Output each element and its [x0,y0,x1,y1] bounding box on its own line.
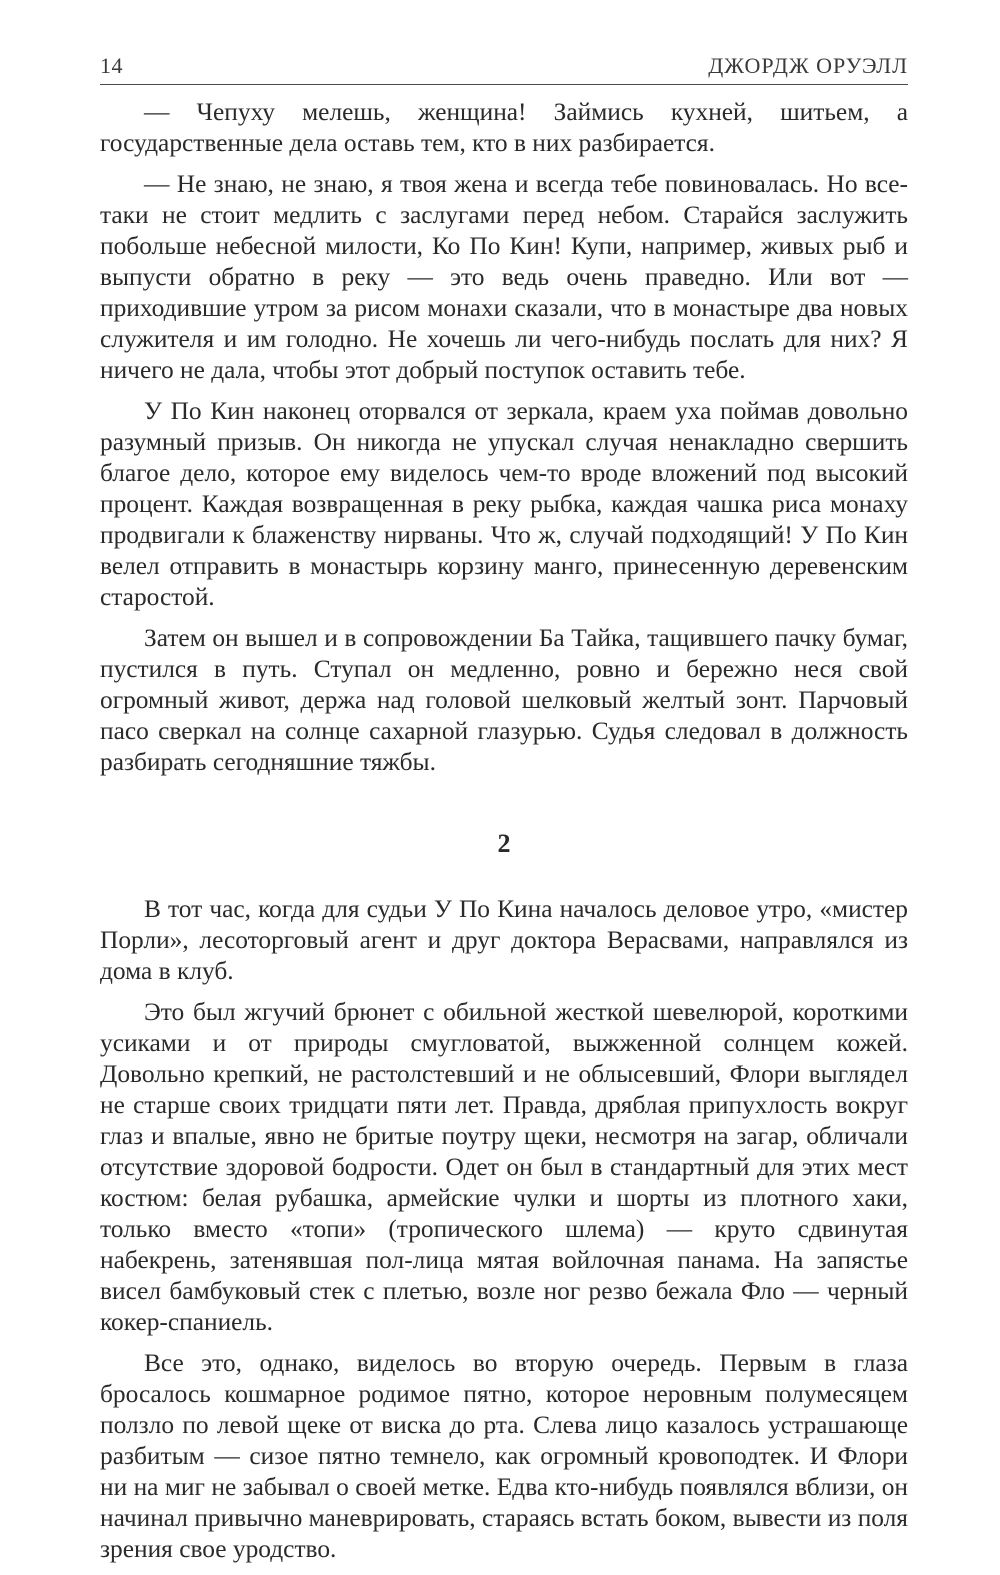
paragraph: Все это, однако, виделось во вторую очередь. Первым в глаза бросалось кошмарное родимое пятно, которое неровным полумесяцем ползло по левой щеке от виска до рта. Слева лицо казалось устрашающе разбитым — сизое пятно темнело, как огромный кровоподтек. И Флори ни на миг не забывал о своей метке. Едва кто-нибудь появлялся вблизи, он начинал привычно маневрировать, стараясь встать боком, вывести из поля зрения свое уродство. [100,1349,908,1563]
page-text [100,97,908,1565]
paragraph: В тот час, когда для судьи У По Кина началось деловое утро, «мистер Порли», лесоторговый агент и друг доктора Верасвами, направлялся из дома в клуб. [100,895,908,985]
paragraph: — Чепуху мелешь, женщина! Займись кухней, шитьем, а государственные дела оставь тем, кто в них разбирается. [100,98,908,157]
paragraph: Это был жгучий брюнет с обильной жесткой шевелюрой, короткими усиками и от природы смугловатой, выжженной солнцем кожей. Довольно крепкий, не растолстевший и не облысевший, Флори выглядел не старше своих тридцати пяти лет. Правда, дряблая припухлость вокруг глаз и впалые, явно не бритые поутру щеки, несмотря на загар, обличали отсутствие здоровой бодрости. Одет он был в стандартный для этих мест костюм: белая рубашка, армейские чулки и шорты из плотного хаки, только вместо «топи» (тропического шлема) — круто сдвинутая набекрень, затенявшая пол-лица мятая войлочная панама. На запястье висел бамбуковый стек с плетью, возле ног резво бежала Фло — черный кокер-спаниель. [100,998,908,1336]
paragraph: Затем он вышел и в сопровождении Ба Тайка, тащившего пачку бумаг, пустился в путь. Ступал он медленно, ровно и бережно неся свой огромный живот, держа над головой шелковый желтый зонт. Парчовый пасо сверкал на солнце сахарной глазурью. Судья следовал в должность разбирать сегодняшние тяжбы. [100,624,908,776]
paragraph: — Не знаю, не знаю, я твоя жена и всегда тебе повиновалась. Но все-таки не стоит медлить с заслугами перед небом. Старайся заслужить побольше небесной милости, Ко По Кин! Купи, например, живых рыб и выпусти обратно в реку — это ведь очень праведно. Или вот — приходившие утром за рисом монахи сказали, что в монастыре два новых служителя и им голодно. Не хочешь ли чего-нибудь послать для них? Я ничего не дала, чтобы этот добрый поступок оставить тебе. [100,170,908,384]
running-head-author: ДЖОРДЖ ОРУЭЛЛ [708,53,908,78]
running-header [100,52,908,85]
paragraph: У По Кин наконец оторвался от зеркала, краем уха поймав довольно разумный призыв. Он никогда не упускал случая ненакладно свершить благое дело, которое ему виделось чем-то вроде вложений под высокий процент. Каждая возвращенная в реку рыбка, каждая чашка риса монаху продвигали к блаженству нирваны. Что ж, случай подходящий! У По Кин велел отправить в монастырь корзину манго, принесенную деревенским старостой. [100,397,908,611]
chapter-number: 2 [497,829,511,858]
page-number: 14 [100,53,123,78]
book-page [100,52,908,1575]
